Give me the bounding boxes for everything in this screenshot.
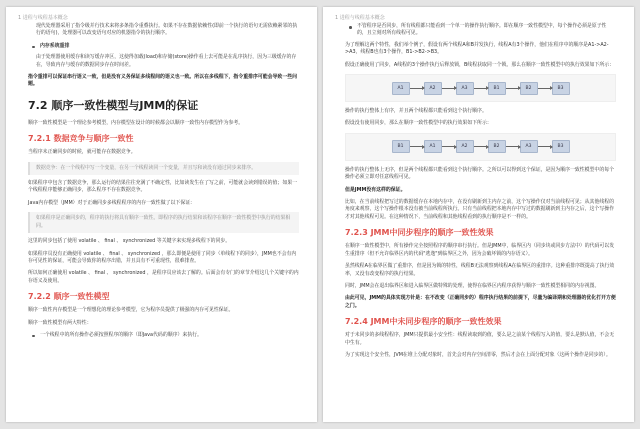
- arrow-icon: [506, 88, 520, 89]
- paragraph-jmm-guarantee: Java内存模型（JMM）对于正确同步多线程程序的内存一致性做了以下保证：: [28, 199, 195, 206]
- sequence-node: A2: [424, 82, 442, 95]
- paragraph-race-result: 如果程序中包含了数据竞争，那么运行的结果往往充满了不确定性，比如读发生在了写之前，可能就会读到错误的值；如果一个线程程序能够正确同步，那么程序不存在数据竞争。: [28, 180, 297, 194]
- quote-text: 数据竞争：在一个线程中写一个变量，在另一个线程读同一个变量，并且写和读没有通过同步来排序。: [36, 164, 257, 171]
- paragraph-zeroing: 为了实现这个安全性，JVM在堆上分配对象时，首先会对内存空间清零，然后才会在上面分配对象（这两个操作是同步的）。: [345, 351, 611, 358]
- sequence-node: A1: [424, 140, 442, 153]
- bullet-program-order: 一个线程中的所有操作必须按照程序的顺序（即Java代码的顺序）来执行。: [28, 332, 299, 339]
- subsection-heading-7-2-2: 7.2.2 顺序一致性模型: [28, 292, 110, 302]
- sequence-node: A1: [392, 82, 410, 95]
- paragraph-critical-section: 在顺序一致性模型中，所有操作完全按照程序的顺序串行执行。但是JMM中，临界区内（同步块或同步方法中）的代码可以发生重排序（但不允许临界区内的代码"逃逸"到临界区之外，因为会破坏锁的内存语义）。: [345, 243, 615, 257]
- bullet-memory-system: 内存系统重排: [28, 43, 299, 50]
- paragraph-lock-reorder: 虽然线程A在临界区做了重排序，但是因为锁的特性，线程B无法观察到线程A在临界区的重排序。这种重排序既提高了执行效率，又没有改变程序的执行结果。: [345, 263, 615, 277]
- sequence-node: A2: [456, 140, 474, 153]
- arrow-icon: [474, 88, 488, 89]
- sequence-node: B3: [552, 140, 570, 153]
- paragraph-local-memory: 比如，在当前线程把写过的数据缓存在本地内存中，在没有刷新到主内存之前，这个写操作仅对当前线程可见；从其他线程的角度来观察，这个写操作根本没有被当前线程所执行。只有当前线程把本地内存中写过的数据刷新到主内存之后，这个写操作才对其他线程可见。在这种情况下，当前线程和其他线程看到的执行顺序是不一样的。: [345, 199, 614, 220]
- sequence-node: B3: [552, 82, 570, 95]
- paragraph-memory-view: 同时，JMM会在退出临界区和进入临界区做特殊的处理，使得在临界区内程序获得与顺序一致性模型相同的内存视图。: [345, 282, 600, 289]
- sequence-node: B2: [520, 82, 538, 95]
- sequence-node: A3: [520, 140, 538, 153]
- paragraph-model-features: 顺序一致性模型有两大特性：: [28, 319, 92, 326]
- paragraph-intro: 顺序一致性模型是一个理论参考模型，内存模型在设计的时候都会以顺序一致性内存模型作为参考。: [28, 119, 244, 126]
- paragraph-jmm-policy: 由此可见，JMM的具体实现方针是：在不改变（正确同步的）程序执行结果的前提下，尽量为编译期和处理器的优化打开方便之门。: [345, 295, 616, 309]
- left-page: [6, 7, 317, 422]
- right-page: [323, 7, 634, 422]
- paragraph-model: 顺序一致性内存模型是一个理想化的理论参考模型，它为程序员提供了极强的内存可见性保证。: [28, 307, 234, 314]
- sequence-diagram-synced: [345, 74, 616, 102]
- arrow-icon: [442, 146, 456, 147]
- paragraph-jmm-no-guarantee: 但是JMM没有这样的保证。: [345, 186, 406, 193]
- paragraph-sync-learn: 所以如何正确使用 volatile 、 final 、 synchronized ，是程序员应该去了解的。后面会有专门的章节介绍这几个关键字的内存语义及使用。: [28, 270, 299, 284]
- arrow-icon: [474, 146, 488, 147]
- paragraph-memory-reorder: 由于处理器使用缓存和读写缓存冲区，这使得加载(load)和存储(store)操作看上去可能是在乱序执行，因为三级缓存的存在，导致内存与缓存的数据同步存在时间差。: [36, 54, 297, 68]
- arrow-icon: [538, 146, 552, 147]
- arrow-icon: [410, 146, 424, 147]
- sequence-diagram-unsynced: [345, 133, 616, 161]
- paragraph-serial-semantics: 指令重排可以保证串行语义一致，但是没有义务保证多线程间的语义也一致。所以在多线程下，指令重排序可能会导致一些问题。: [28, 74, 297, 88]
- arrow-icon: [442, 88, 456, 89]
- sequence-node: B1: [488, 82, 506, 95]
- arrow-icon: [538, 88, 552, 89]
- paragraph-data-race: 当程序未正确同步的时候，就可能存在数据竞争。: [28, 149, 136, 156]
- paragraph-sync-keywords: 这里的同步包括了使用 volatile 、 final 、 synchronized 等关键字来实现多线程下的同步。: [28, 238, 231, 245]
- subsection-heading-7-2-3: 7.2.3 JMM中同步程序的顺序一致性效果: [345, 228, 494, 238]
- paragraph-unordered: 操作的执行整体上无序，但是两个线程都只能看到这个执行顺序。之所以可以得到这个保证，是因为顺序一致性模型中的每个操作必须立即对任意线程可见。: [345, 166, 614, 181]
- arrow-icon: [410, 88, 424, 89]
- sequence-node: B2: [488, 140, 506, 153]
- bullet-single-order: 不管程序是否同步，所有线程都只能看到一个单一的操作执行顺序。即在顺序一致性模型中，每个操作必须是原子性的，且立刻对所有线程可见。: [345, 23, 616, 38]
- running-header-left: 1 进程与线程基本概念: [18, 15, 68, 21]
- subsection-heading-7-2-1: 7.2.1 数据竞争与顺序一致性: [28, 134, 134, 144]
- paragraph-serial-order: 操作的执行整体上有序，并且两个线程都只能看到这个执行顺序。: [345, 108, 487, 115]
- paragraph-unsynced-case: 假设没有使用同步，那么在顺序一致性模型中的执行效果如下所示：: [345, 120, 492, 127]
- paragraph-min-safety: 对于未同步的多线程程序，JMM只提供最小安全性：线程读取到的值，要么是之前某个线程写入的值，要么是默认值，不会无中生有。: [345, 332, 615, 346]
- sequence-node: A3: [456, 82, 474, 95]
- arrow-icon: [506, 146, 520, 147]
- quote-sequential-consistency: [28, 212, 299, 233]
- paragraph-ilp: 现代处理器采用了指令级并行技术来将多条指令重叠执行。如果不存在数据依赖性(即前一个执行的语句无需依赖紧邻的执行的语句)，处理器可以改变语句对应的机器指令的执行顺序。: [36, 23, 298, 37]
- section-heading-7-2: 7.2 顺序一致性模型与JMM的保证: [28, 98, 199, 112]
- quote-text: 如果程序是正确同步的，程序的执行将具有顺序一致性。即程序的执行结果和该程序在顺序一致性模型中执行的结果相同。: [36, 215, 291, 229]
- quote-data-race-definition: [28, 162, 299, 175]
- subsection-heading-7-2-4: 7.2.4 JMM中未同步程序的顺序一致性效果: [345, 317, 502, 327]
- paragraph-sync-misuse: 如果程序员没有正确使用 volatile 、 final 、 synchronized ，那么即便是使用了同步（单线程下的同步），JMM也不会有内存可见性的保证，可能会导致你的程序出错，并且具有不可重现性，很难排查。: [28, 250, 297, 264]
- paragraph-synced-case: 假设正确使用了同步，A线程的3个操作执行后释放锁，B线程获取同一个锁。那么在顺序一致性模型中的执行效果如下所示：: [345, 61, 615, 68]
- running-header-right: 1 进程与线程基本概念: [335, 15, 385, 21]
- sequence-node: B1: [392, 140, 410, 153]
- paragraph-example: 为了理解这两个特性，我们举个例子，假设有两个线程A和B并发执行，线程A有3个操作，他们在程序中的顺序是A1->A2->A3，线程B也有3个操作，B1->B2->B3。: [345, 41, 609, 56]
